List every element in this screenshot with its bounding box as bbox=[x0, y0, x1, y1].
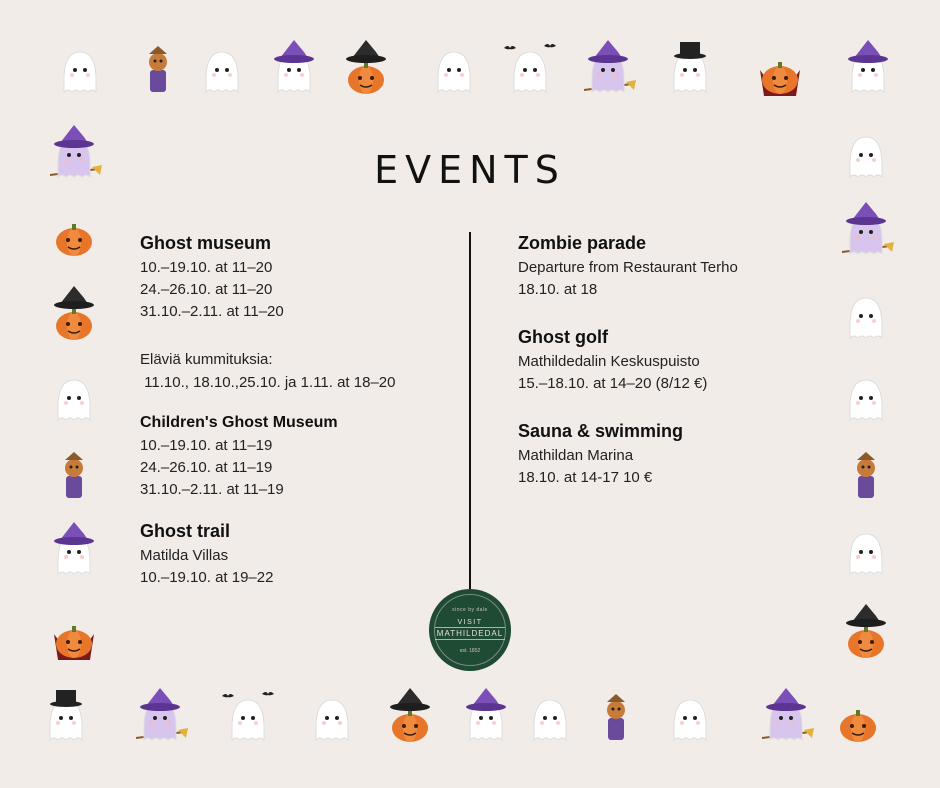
event-childrens-ghost-museum bbox=[140, 414, 440, 501]
pumpkin-witch-hat-icon bbox=[336, 40, 396, 100]
ghost-icon bbox=[50, 40, 110, 100]
event-date: 11.10., 18.10.,25.10. ja 1.11. at 18–20 bbox=[140, 374, 396, 391]
pumpkin-witch-hat-icon bbox=[380, 688, 440, 748]
pumpkin-icon bbox=[44, 202, 104, 262]
logo-line1: VISIT bbox=[457, 618, 483, 626]
logo-bottom-text: est. 1852 bbox=[459, 647, 481, 654]
pumpkin-vampire-icon bbox=[750, 40, 810, 100]
event-date: 10.–19.10. at 11–19 bbox=[140, 437, 273, 454]
ghost-icon bbox=[836, 286, 896, 346]
event-date: 24.–26.10. at 11–20 bbox=[140, 281, 273, 298]
event-date: 31.10.–2.11. at 11–19 bbox=[140, 481, 284, 498]
pumpkin-icon bbox=[828, 688, 888, 748]
ghost-witch-hat-icon bbox=[264, 40, 324, 100]
event-zombie-parade bbox=[518, 233, 818, 301]
event-title: Ghost museum bbox=[140, 233, 272, 253]
ghost-icon bbox=[192, 40, 252, 100]
column-divider bbox=[469, 232, 471, 594]
event-date: 31.10.–2.11. at 11–20 bbox=[140, 303, 284, 320]
ghost-witch-icon bbox=[756, 688, 816, 748]
event-title: Ghost trail bbox=[140, 521, 231, 541]
event-subtitle: Eläviä kummituksia: bbox=[140, 351, 273, 368]
ghost-icon bbox=[520, 688, 580, 748]
events-right-column bbox=[518, 233, 818, 509]
ghost-witch-icon bbox=[836, 202, 896, 262]
event-date: 10.–19.10. at 11–20 bbox=[140, 259, 273, 276]
ghost-icon bbox=[836, 522, 896, 582]
logo-line2: MATHILDEDAL bbox=[436, 628, 504, 638]
ghost-witch-icon bbox=[578, 40, 638, 100]
scarecrow-icon bbox=[44, 446, 104, 506]
event-date: 24.–26.10. at 11–19 bbox=[140, 459, 273, 476]
scarecrow-icon bbox=[128, 40, 188, 100]
ghost-witch-hat-icon bbox=[838, 40, 898, 100]
event-ghost-trail bbox=[140, 521, 440, 589]
scarecrow-icon bbox=[836, 446, 896, 506]
ghost-bats-icon bbox=[500, 40, 560, 100]
event-sauna-swimming bbox=[518, 421, 818, 489]
event-title: Sauna & swimming bbox=[518, 421, 684, 441]
ghost-witch-hat-icon bbox=[456, 688, 516, 748]
event-location: Departure from Restaurant Terho bbox=[518, 259, 738, 276]
ghost-witch-icon bbox=[130, 688, 190, 748]
logo-ring bbox=[434, 594, 506, 666]
pumpkin-vampire-icon bbox=[44, 604, 104, 664]
event-date: 18.10. at 14-17 10 € bbox=[518, 469, 653, 486]
event-title: Children's Ghost Museum bbox=[140, 414, 338, 431]
event-title: Zombie parade bbox=[518, 233, 647, 253]
event-date: 10.–19.10. at 19–22 bbox=[140, 569, 274, 586]
ghost-icon bbox=[836, 368, 896, 428]
ghost-top-hat-icon bbox=[660, 40, 720, 100]
page-title: EVENTS bbox=[374, 148, 566, 192]
ghost-icon bbox=[660, 688, 720, 748]
event-location: Mathildedalin Keskuspuisto bbox=[518, 353, 700, 370]
event-ghost-museum bbox=[140, 233, 440, 323]
event-date: 15.–18.10. at 14–20 (8/12 €) bbox=[518, 375, 708, 392]
ghost-icon bbox=[44, 368, 104, 428]
ghost-witch-hat-icon bbox=[44, 522, 104, 582]
visit-mathildedal-logo bbox=[430, 590, 510, 670]
logo-top-text: since by dale bbox=[452, 606, 488, 613]
event-title: Ghost golf bbox=[518, 327, 608, 347]
event-date: 18.10. at 18 bbox=[518, 281, 598, 298]
ghost-icon bbox=[424, 40, 484, 100]
event-living-ghosts bbox=[140, 349, 440, 394]
pumpkin-witch-hat-icon bbox=[836, 604, 896, 664]
ghost-top-hat-icon bbox=[36, 688, 96, 748]
events-left-column bbox=[140, 233, 440, 609]
event-location: Matilda Villas bbox=[140, 547, 229, 564]
event-ghost-golf bbox=[518, 327, 818, 395]
ghost-icon bbox=[302, 688, 362, 748]
pumpkin-witch-hat-icon bbox=[44, 286, 104, 346]
ghost-bats-icon bbox=[218, 688, 278, 748]
event-location: Mathildan Marina bbox=[518, 447, 634, 464]
scarecrow-icon bbox=[586, 688, 646, 748]
